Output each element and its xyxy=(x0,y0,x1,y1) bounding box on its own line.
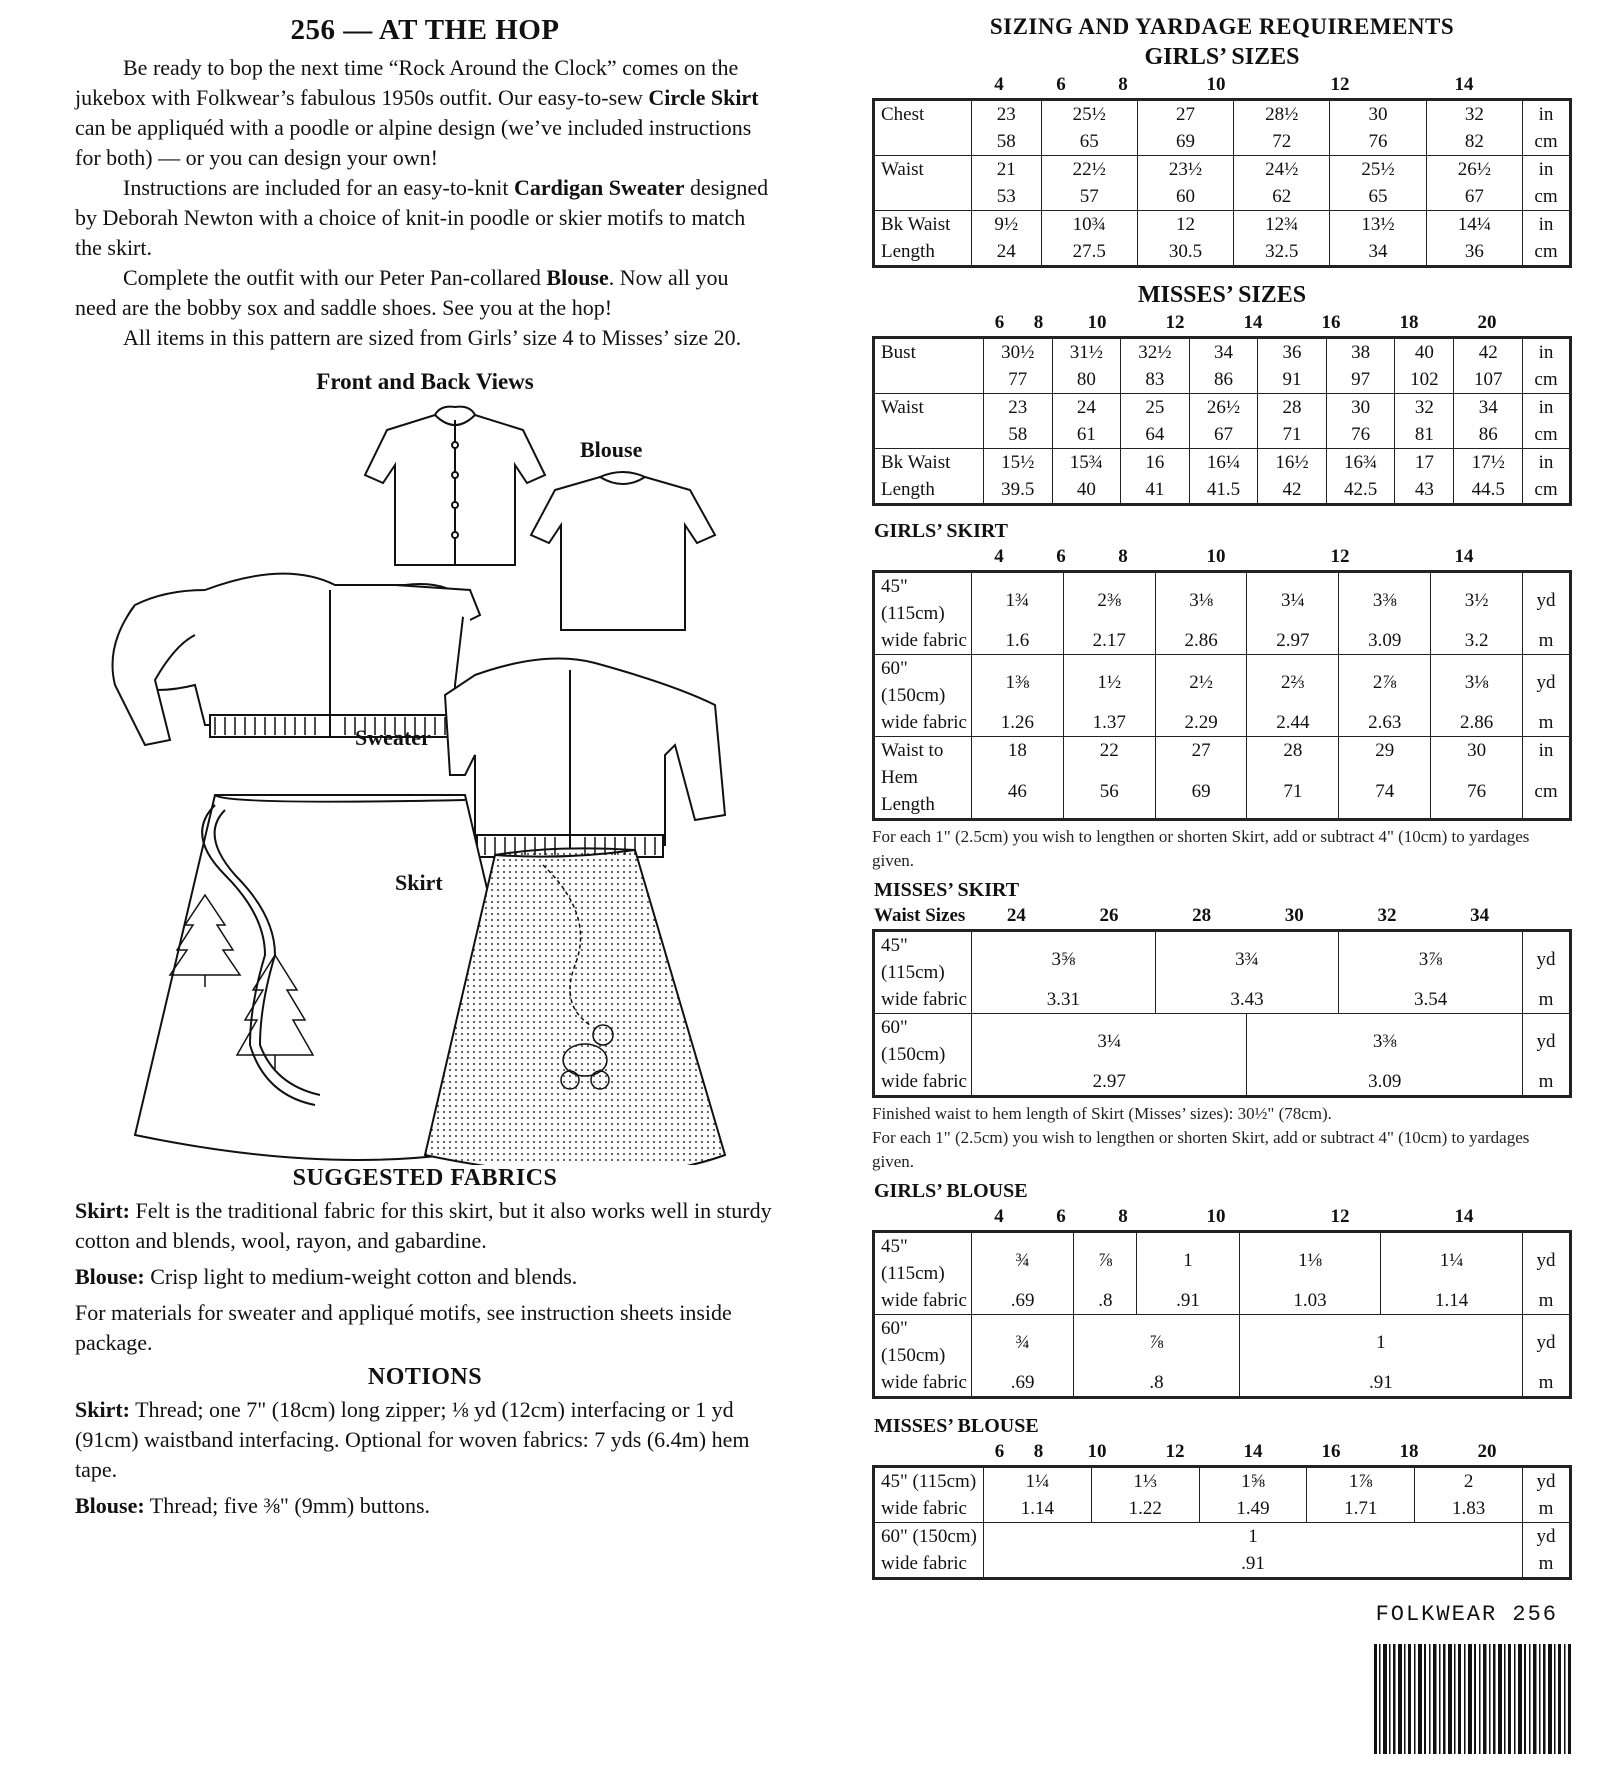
fabrics-section xyxy=(75,1196,775,1358)
left-column xyxy=(75,0,775,1527)
intro-text xyxy=(75,53,775,353)
girls-blouse-title: GIRLS’ BLOUSE xyxy=(874,1180,1028,1202)
notion-blouse: Blouse: Thread; five ⅜" (9mm) buttons. xyxy=(75,1493,431,1518)
misses-sizes-header: 6 8 10 12 14 16 18 20 xyxy=(994,312,1497,333)
girls-sizes-title: GIRLS’ SIZES xyxy=(1144,44,1300,70)
girls-skirt-table: 45" (115cm) 1¾ 2⅜ 3⅛ 3¼ 3⅜ 3½ yd wide fabric 1.6 2.17 2.86 2.97 3.09 3.2 m 60" (150cm) 1⅜ 1½ 2½ 2⅔ 2⅞ 3⅛ yd wide fabric 1.26 1.37 2.29 2.44 2.63 2.86 m Waist to 18 22 27 28 29 30 in Hem Length 46 56 69 71 74 76 cm xyxy=(872,570,1572,821)
girls-sizes-table: Chest 23 25½ 27 28½ 30 32 in 58 65 69 72 76 82 cm Waist 21 22½ 23½ 24½ 25½ 26½ in 53 57 60 62 65 67 cm Bk Waist 9½ 10¾ 12 12¾ 13½ 14¼ in Length 24 27.5 30.5 32.5 34 36 cm xyxy=(872,98,1572,268)
misses-blouse-table: 45" (115cm) 1¼ 1⅓ 1⅝ 1⅞ 2 yd wide fabric 1.14 1.22 1.49 1.71 1.83 m 60" (150cm) 1 yd wide fabric .91 m xyxy=(872,1465,1572,1580)
fabrics-title: SUGGESTED FABRICS xyxy=(292,1165,558,1191)
fabric-note: For materials for sweater and appliqué motifs, see instruction sheets inside package. xyxy=(75,1300,732,1355)
label-blouse: Blouse xyxy=(580,437,643,462)
misses-blouse-header: 6 8 10 12 14 16 18 20 xyxy=(994,1441,1497,1462)
notions-title: NOTIONS xyxy=(367,1364,483,1390)
girls-blouse-table: 45" (115cm) ¾ ⅞ 1 1⅛ 1¼ yd wide fabric .69 .8 .91 1.03 1.14 m 60" (150cm) ¾ ⅞ 1 yd wide fabric .69 .8 .91 m xyxy=(872,1230,1572,1399)
misses-sizes-title: MISSES’ SIZES xyxy=(1137,282,1307,308)
right-column xyxy=(872,0,1572,1772)
barcode-icon xyxy=(1372,1644,1572,1754)
misses-skirt-header: Waist Sizes 24 26 28 30 32 34 xyxy=(874,905,1490,926)
views-title: Front and Back Views xyxy=(316,369,534,394)
misses-blouse-title: MISSES’ BLOUSE xyxy=(874,1415,1039,1437)
intro-paragraph: Instructions are included for an easy-to-knit Cardigan Sweater designed by Deborah Newton with a choice of knit-in poodle or skier motifs to match the skirt. xyxy=(75,175,769,260)
girls-skirt-note: For each 1" (2.5cm) you wish to lengthen or shorten Skirt, add or subtract 4" (10cm) to yardages given. xyxy=(872,827,1530,870)
intro-paragraph: Complete the outfit with our Peter Pan-collared Blouse. Now all you need are the bobby sox and saddle shoes. See you at the hop! xyxy=(75,265,729,320)
girls-skirt-title: GIRLS’ SKIRT xyxy=(874,520,1008,542)
girls-skirt-header: 4 6 8 10 12 14 xyxy=(994,546,1474,567)
misses-sizes-table: Bust 30½ 31½ 32½ 34 36 38 40 42 in 77 80 83 86 91 97 102 107 cm Waist 23 24 25 26½ 28 30 32 34 in 58 61 64 67 71 76 81 86 cm Bk Waist 15½ 15¾ 16 16¼ 16½ 16¾ 17 17½ in Length 39.5 40 41 41.5 42 42.5 43 44.5 cm xyxy=(872,336,1572,506)
garment-illustration xyxy=(75,395,785,1165)
page-title: 256 — AT THE HOP xyxy=(290,14,560,46)
label-skirt: Skirt xyxy=(395,870,443,895)
label-sweater: Sweater xyxy=(355,725,431,750)
intro-paragraph: Be ready to bop the next time “Rock Around the Clock” comes on the jukebox with Folkwear’s fabulous 1950s outfit. Our easy-to-sew Circle Skirt can be appliquéd with a poodle or alpine design (we’ve included instructions for both) — or you can design your own! xyxy=(75,55,759,170)
garment-drawing xyxy=(75,395,785,1165)
footer-area xyxy=(872,1602,1572,1772)
misses-skirt-title: MISSES’ SKIRT xyxy=(874,879,1020,901)
misses-skirt-note: Finished waist to hem length of Skirt (Misses’ sizes): 30½" (78cm). For each 1" (2.5cm) you wish to lengthen or shorten Skirt, add or subtract 4" (10cm) to yardages given. xyxy=(872,1104,1530,1171)
fabric-blouse: Blouse: Crisp light to medium-weight cotton and blends. xyxy=(75,1264,578,1289)
notions-section xyxy=(75,1395,775,1521)
folkwear-code: FOLKWEAR 256 xyxy=(1375,1602,1558,1627)
girls-blouse-header: 4 6 8 10 12 14 xyxy=(994,1206,1474,1227)
sizing-title: SIZING AND YARDAGE REQUIREMENTS xyxy=(989,14,1455,39)
misses-skirt-table: 45" (115cm) 3⅝ 3¾ 3⅞ yd wide fabric 3.31 3.43 3.54 m 60" (150cm) 3¼ 3⅜ yd wide fabric 2.97 3.09 m xyxy=(872,929,1572,1098)
intro-paragraph: All items in this pattern are sized from Girls’ size 4 to Misses’ size 20. xyxy=(123,325,742,350)
girls-sizes-header: 4 6 8 10 12 14 xyxy=(994,74,1474,95)
notion-skirt: Skirt: Thread; one 7" (18cm) long zipper; ⅛ yd (12cm) interfacing or 1 yd (91cm) waistband interfacing. Optional for woven fabrics: 7 yds (6.4m) hem tape. xyxy=(75,1397,750,1482)
fabric-skirt: Skirt: Felt is the traditional fabric for this skirt, but it also works well in sturdy cotton and blends, wool, rayon, and gabardine. xyxy=(75,1198,772,1253)
